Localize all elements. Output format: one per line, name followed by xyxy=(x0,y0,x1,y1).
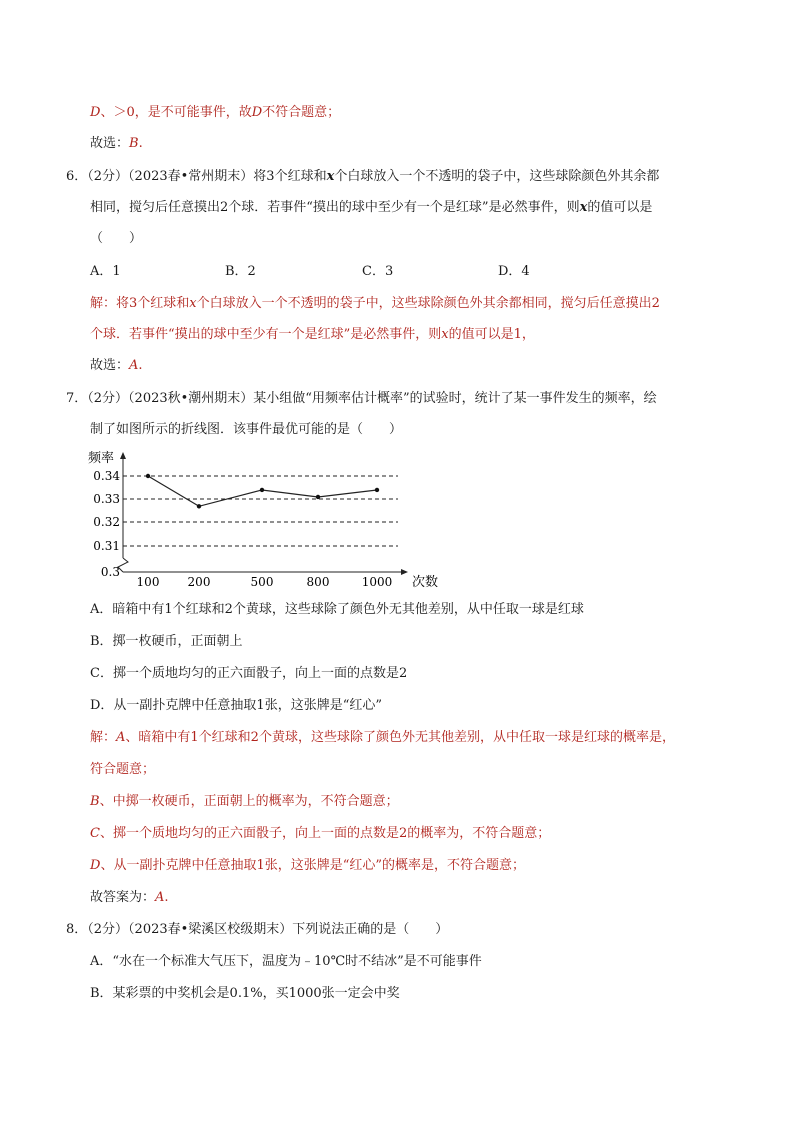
q7-answer: 故答案为：A. xyxy=(90,890,169,905)
q7-line-2: 制了如图所示的折线图．该事件最优可能的是（ ） xyxy=(90,422,403,437)
data-point xyxy=(375,488,379,492)
x-axis-label: 次数 xyxy=(412,575,439,590)
q7-solution-a: 解：A、暗箱中有1个红球和2个黄球，这些球除了颜色外无其他差别，从中任取一球是红球的概率是， xyxy=(90,730,675,745)
q7-option-d: D．从一副扑克牌中任意抽取1张，这张牌是“红心” xyxy=(90,698,382,713)
x-tick-label: 500 xyxy=(250,575,274,589)
y-tick-label: 0.31 xyxy=(93,539,120,553)
q6-solution-line-2: 个球．若事件“摸出的球中至少有一个是红球”是必然事件，则x的值可以是1， xyxy=(90,327,535,342)
x-tick-label: 800 xyxy=(306,575,330,589)
q7-solution-a-cont: 符合题意； xyxy=(90,762,156,777)
prev-solution-d-line: D、＞0，是不可能事件，故D不符合题意； xyxy=(90,105,341,120)
q7-solution-d: D、从一副扑克牌中任意抽取1张，这张牌是“红心”的概率是，不符合题意； xyxy=(90,858,526,873)
data-point xyxy=(146,474,150,478)
chart-axes xyxy=(118,452,408,575)
data-point xyxy=(260,488,264,492)
y-axis-arrow xyxy=(120,452,126,459)
q8-line-1: 8．（2分）（2023春•梁溪区校级期末）下列说法正确的是（ ） xyxy=(66,922,449,937)
prev-answer: 故选：B. xyxy=(90,136,143,151)
q6-answer: 故选：A. xyxy=(90,358,143,373)
x-tick-label: 1000 xyxy=(361,575,393,589)
q8-option-a: A．“水在一个标准大气压下，温度为﹣10℃时不结冰”是不可能事件 xyxy=(90,954,482,969)
q6-option-a: A．1 xyxy=(90,264,121,279)
y-tick-label: 0.33 xyxy=(93,492,120,506)
q7-solution-b: B、中掷一枚硬币，正面朝上的概率为，不符合题意； xyxy=(90,794,399,809)
data-point xyxy=(197,504,201,508)
q6-option-d: D．4 xyxy=(498,264,530,279)
q8-option-b: B．某彩票的中奖机会是0.1%，买1000张一定会中奖 xyxy=(90,986,400,1001)
q7-line-1: 7．（2分）（2023秋•潮州期末）某小组做“用频率估计概率”的试验时，统计了某一事件发生的频率，绘 xyxy=(66,391,657,406)
x-tick-label: 100 xyxy=(136,575,160,589)
q6-line-1: 6．（2分）（2023春•常州期末）将3个红球和x个白球放入一个不透明的袋子中，这些球除颜色外其余都 xyxy=(66,169,660,184)
grid-lines xyxy=(123,476,398,546)
x-tick-label: 200 xyxy=(187,575,211,589)
q6-solution-line-1: 解：将3个红球和x个白球放入一个不透明的袋子中，这些球除颜色外其余都相同，搅匀后任意摸出2 xyxy=(90,296,660,311)
x-tick-labels xyxy=(137,575,393,589)
q7-solution-c: C、掷一个质地均匀的正六面骰子，向上一面的点数是2的概率为，不符合题意； xyxy=(90,826,551,841)
data-point xyxy=(316,495,320,499)
x-axis-arrow xyxy=(401,569,408,575)
data-points xyxy=(146,474,379,509)
y-tick-labels xyxy=(93,469,120,579)
q6-option-b: B．2 xyxy=(225,264,256,279)
q6-line-2: 相同，搅匀后任意摸出2个球．若事件“摸出的球中至少有一个是红球”是必然事件，则x的值可以是 xyxy=(90,200,653,215)
q6-line-3: （ ） xyxy=(90,231,143,246)
q7-option-a: A．暗箱中有1个红球和2个黄球，这些球除了颜色外无其他差别，从中任取一球是红球 xyxy=(90,602,584,617)
q6-option-c: C．3 xyxy=(362,264,394,279)
frequency-line-chart xyxy=(86,448,446,594)
q7-option-b: B．掷一枚硬币，正面朝上 xyxy=(90,634,243,649)
y-tick-label: 0.3 xyxy=(100,565,120,579)
y-tick-label: 0.34 xyxy=(93,469,120,483)
y-tick-label: 0.32 xyxy=(93,515,120,529)
y-axis-label: 频率 xyxy=(88,451,115,466)
q7-option-c: C．掷一个质地均匀的正六面骰子，向上一面的点数是2 xyxy=(90,666,408,681)
